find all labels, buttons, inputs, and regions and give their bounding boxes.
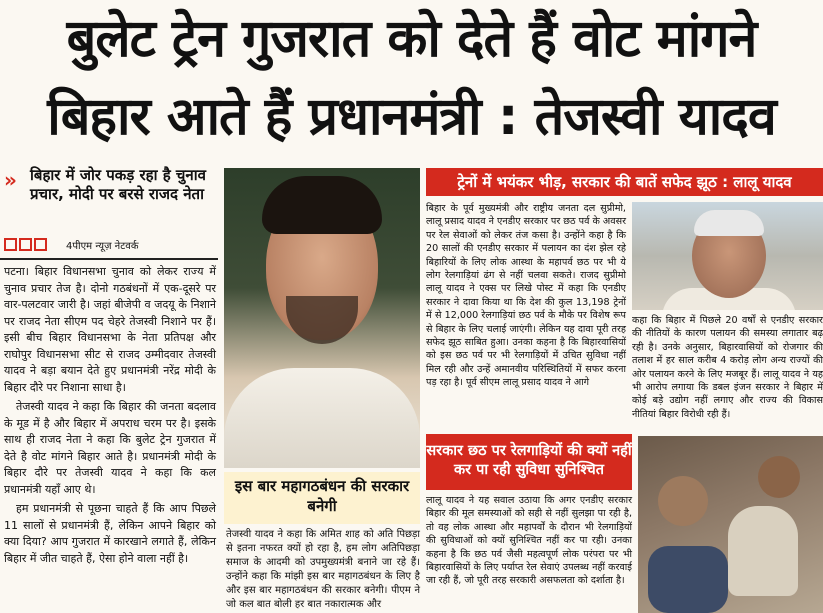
double-chevron-icon: »	[4, 168, 17, 192]
paragraph: हम प्रधानमंत्री से पूछना चाहते हैं कि आप पिछले 11 सालों से प्रधानमंत्री हैं, लेकिन आपने बिहार को क्या दिया? आप गुजरात में कारखाने लगाते हैं, लेकिन बिहार में जीत चाहते हैं, ऐसा होने वाला नहीं है।	[4, 502, 216, 565]
sub-story-body: लालू यादव ने यह सवाल उठाया कि अगर एनडीए सरकार बिहार की मूल समस्याओं को सही से नहीं सुलझा पा रही है, तो वह लोक आस्था और महापर्वों के दौरान भी रेलगाड़ियों की सुविधाओं को क्यों सुनिश्चित नहीं कर पा रही। उनका कहना है कि छठ पर्व जैसी महत्वपूर्ण लोक परंपरा पर भी बिहारवासियों के लिए पर्याप्त रेल सेवाएं उपलब्ध नहीं करवाई जा रही हैं, जो पूरी तरह सरकारी असफलता को दर्शाता है।	[426, 495, 632, 587]
photo-shirt	[224, 368, 420, 468]
square-bullet-icon	[34, 238, 47, 251]
tejashwi-photo	[224, 168, 420, 468]
sub-banner: सरकार छठ पर रेलगाड़ियों की क्यों नहीं कर पा रही सुविधा सुनिश्चित	[426, 434, 632, 490]
right-story-banner: ट्रेनों में भयंकर भीड़, सरकार की बातें सफेद झूठ : लालू यादव	[426, 168, 823, 196]
photo-figure	[728, 506, 798, 596]
photo-hair	[694, 210, 764, 236]
left-story-body	[4, 264, 216, 570]
train-crowd-photo	[638, 436, 823, 613]
paragraph: पटना। बिहार विधानसभा चुनाव को लेकर राज्य में चुनाव प्रचार तेज है। दोनो गठबंधनों में एक-दूसरे पर वार-पलटवार जारी है। जहां बीजेपी व जदयू के निशाने पर राजद नेता सीएम पद चेहरे तेजस्वी निशाने पर हैं। इसी बीच बिहार विधानसभा के नेता प्रतिपक्ष और राघोपुर विधानसभा सीट से राजद उम्मीदवार तेजस्वी यादव ने बड़ा बयान देते हुए प्रधानमंत्री नरेंद्र मोदी के बिहार दौरे पर निशाना साधा है।	[4, 265, 216, 394]
middle-story	[224, 168, 420, 613]
middle-story-body: तेजस्वी यादव ने कहा कि अमित शाह को अति पिछड़ा से इतना नफरत क्यों हो रहा है, हम लोग अतिपिछड़ा समाज के आदमी को उपमुख्यमंत्री बनाने जा रहे हैं। उन्होंने कहा कि मांझी इस बार महागठबंधन के लिए है और इस बार महागठबंधन की सरकार बनेगी। पीएम ने जो कल बात बोली हर बात नकारात्मक और	[226, 529, 420, 610]
square-bullet-icon	[4, 238, 17, 251]
photo-figure	[658, 476, 708, 526]
photo-figure	[648, 546, 728, 613]
photo-hair	[262, 176, 382, 234]
photo-figure	[758, 456, 800, 498]
square-bullet-icon	[19, 238, 32, 251]
right-story-body-right: कहा कि बिहार में पिछले 20 वर्षों से एनडीए सरकार की नीतियों के कारण पलायन की समस्या लगातार बढ़ रही है। उनके अनुसार, बिहारवासियों को रोजगार की तलाश में हर साल करीब 4 करोड़ लोग अन्य राज्यों की ओर पलायन करने के लिए मजबूर हैं। लालू यादव ने यह भी आरोप लगाया कि डबल इंजन सरकार ने बिहार में कोई बड़े उद्योग नहीं लगाए और राज्य की विकास नीतियां बिहार विरोधी रही हैं।	[632, 315, 823, 420]
headline-line-2: बिहार आते हैं प्रधानमंत्री : तेजस्वी यादव	[47, 87, 776, 147]
right-story	[426, 168, 823, 613]
lalu-photo	[632, 202, 823, 310]
byline	[4, 238, 218, 254]
photo-beard	[286, 296, 358, 344]
divider	[0, 258, 218, 260]
right-story-body-left: बिहार के पूर्व मुख्यमंत्री और राष्ट्रीय जनता दल सुप्रीमो, लालू प्रसाद यादव ने एनडीए सरकार पर छठ पर्व के अवसर पर रेल सेवाओं को लेकर तंज कसा है। उन्होंने कहा है कि 20 सालों की एनडीए सरकार में पलायन का दंश झेल रहे बिहारियों के लिए लोक आस्था के महापर्व छठ पर भी ये लोग रेलगाड़ियां ढंग से नहीं चलवा सकते। राजद सुप्रीमो लालू यादव ने एक्स पर लिखे पोस्ट में कहा कि एनडीए सरकार ने दावा किया था कि देश की कुल 13,198 ट्रेनों में से 12,000 रेलगाड़ियां छठ पर्व के मौके पर विशेष रूप से बिहार के लिए चलाई जाएंगी। लेकिन यह दावा पूरी तरह सफेद झूठ साबित हुआ। उनका कहना है कि बिहारवासियों को इस छठ पर्व पर भी रेलगाड़ियों में उचित सुविधा नहीं मिल रही और उन्हें अमानवीय परिस्थितियों में सफर करना पड़ रहा है। पूर्व सीएम लालू प्रसाद यादव ने आगे	[426, 203, 626, 389]
headline-line-1: बुलेट ट्रेन गुजरात को देते हैं वोट मांगने	[66, 9, 757, 69]
middle-story-title: इस बार महागठबंधन की सरकार बनेगी	[224, 472, 420, 524]
paragraph: तेजस्वी यादव ने कहा कि बिहार की जनता बदलाव के मूड में है और बिहार में अपराध चरम पर है। इसके साथ ही राजद नेता ने कहा कि बुलेट ट्रेन गुजरात में देते है वोट मांगने बिहार आते है। प्रधानमंत्री मोदी के बिहार दौरे पर तेजस्वी यादव ने कहा कि कल प्रधानमंत्री यहाँ आए थे।	[4, 400, 216, 496]
headline	[0, 0, 823, 160]
left-story	[0, 166, 218, 613]
byline-text: 4पीएम न्यूज़ नेटवर्क	[66, 241, 139, 252]
left-story-title: बिहार में जोर पकड़ रहा है चुनाव प्रचार, मोदी पर बरसे राजद नेता	[30, 166, 206, 203]
